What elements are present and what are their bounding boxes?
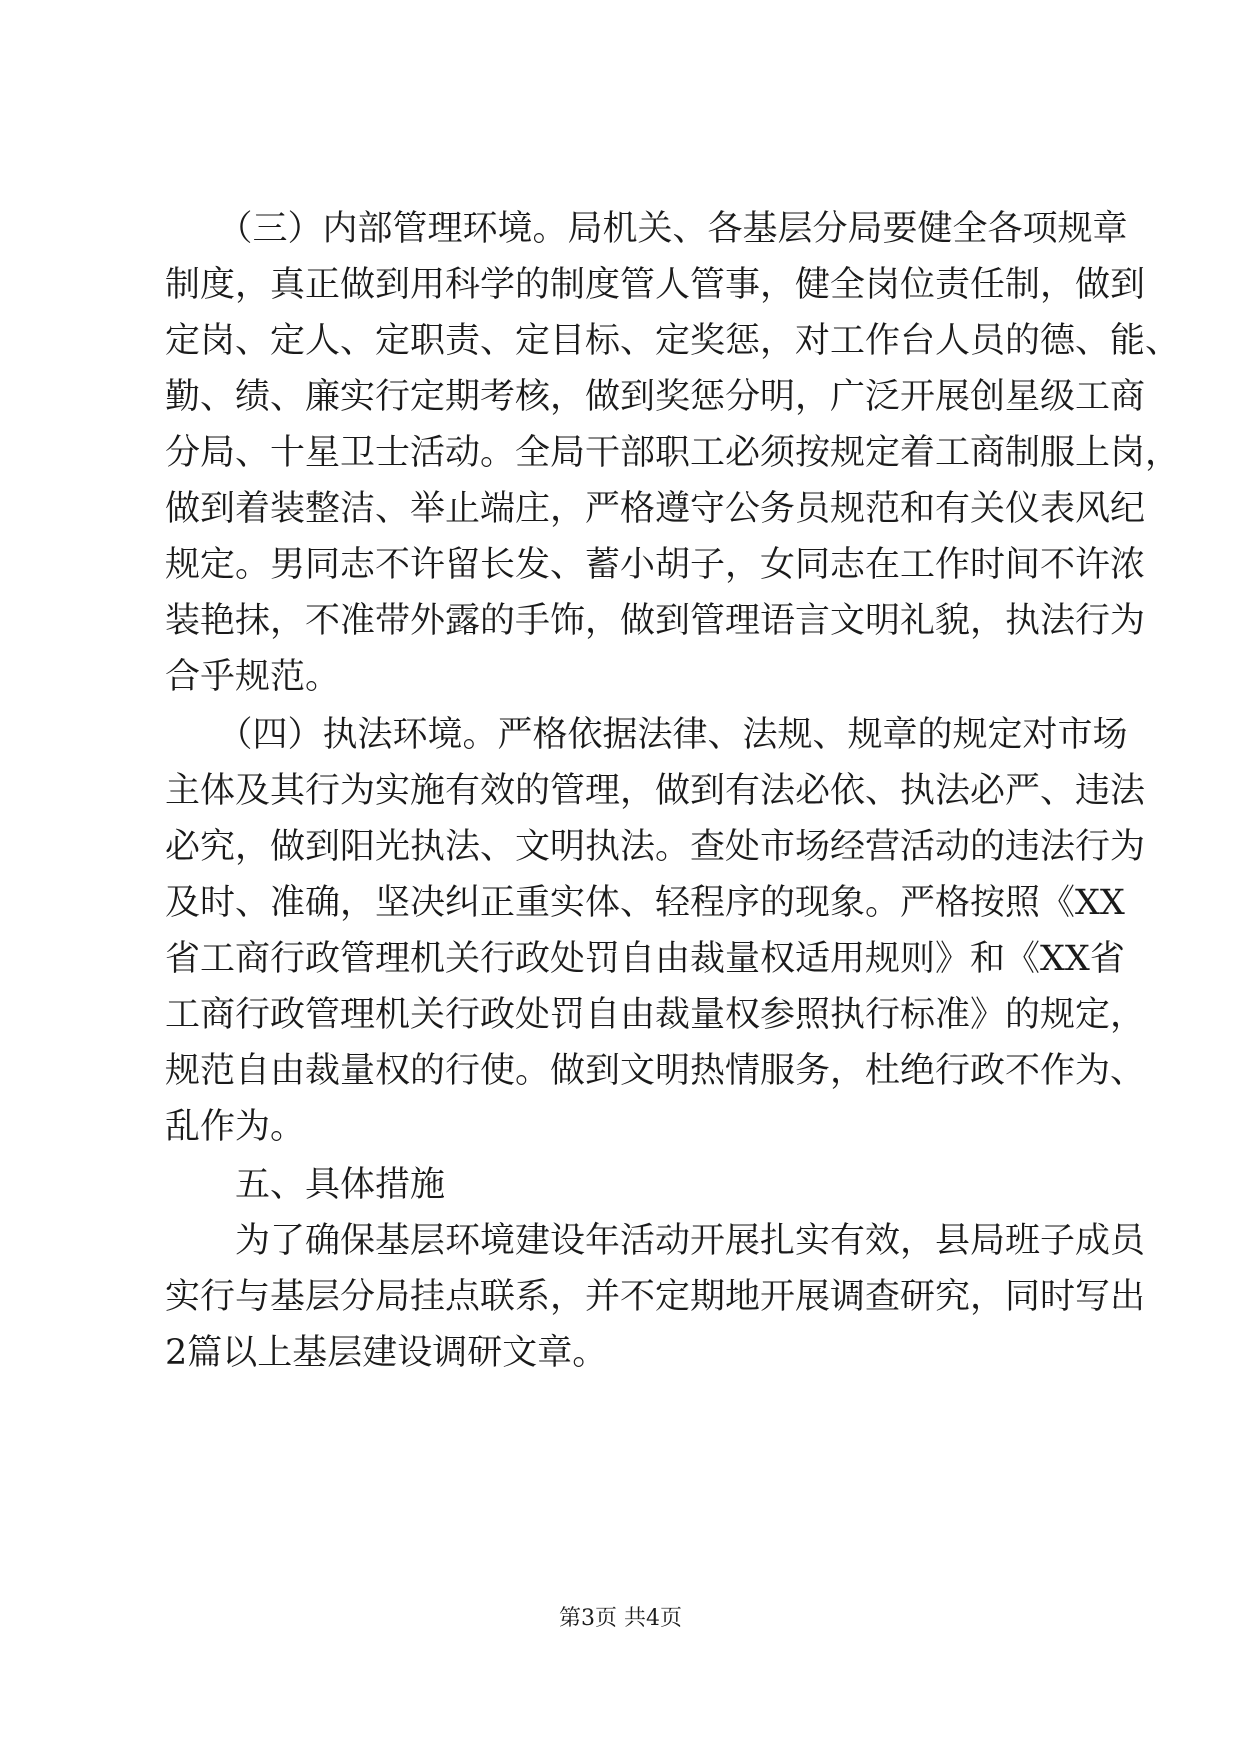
text-line: 主体及其行为实施有效的管理，做到有法必依、执法必严、违法 bbox=[165, 771, 1146, 811]
text-line: 省工商行政管理机关行政处罚自由裁量权适用规则》和《XX省 bbox=[165, 939, 1125, 979]
text-line: 装艳抹，不准带外露的手饰，做到管理语言文明礼貌，执法行为 bbox=[165, 601, 1146, 641]
text-line: 做到着装整洁、举止端庄，严格遵守公务员规范和有关仪表风纪 bbox=[165, 489, 1146, 529]
text-line: 制度，真正做到用科学的制度管人管事，健全岗位责任制，做到 bbox=[165, 265, 1146, 305]
text-line: 乱作为。 bbox=[165, 1107, 306, 1147]
text-line: 规范自由裁量权的行使。做到文明热情服务，杜绝行政不作为、 bbox=[165, 1051, 1146, 1091]
page-number-footer: 第3页 共4页 bbox=[559, 1606, 682, 1631]
text-line: 合乎规范。 bbox=[165, 657, 341, 697]
text-line: 工商行政管理机关行政处罚自由裁量权参照执行标准》的规定， bbox=[165, 995, 1146, 1035]
text-line: （四）执法环境。严格依据法律、法规、规章的规定对市场 bbox=[165, 715, 1128, 755]
text-line: （三）内部管理环境。局机关、各基层分局要健全各项规章 bbox=[165, 209, 1128, 249]
text-line: 勤、绩、廉实行定期考核，做到奖惩分明，广泛开展创星级工商 bbox=[165, 377, 1146, 417]
text-line: 必究，做到阳光执法、文明执法。查处市场经营活动的违法行为 bbox=[165, 827, 1146, 867]
text-line: 及时、准确，坚决纠正重实体、轻程序的现象。严格按照《XX bbox=[165, 883, 1125, 923]
section-heading: 五、具体措施 bbox=[165, 1165, 446, 1205]
text-line: 分局、十星卫士活动。全局干部职工必须按规定着工商制服上岗， bbox=[165, 433, 1181, 473]
text-line: 2篇以上基层建设调研文章。 bbox=[165, 1333, 608, 1373]
text-line: 定岗、定人、定职责、定目标、定奖惩，对工作台人员的德、能、 bbox=[165, 321, 1181, 361]
text-line: 实行与基层分局挂点联系，并不定期地开展调查研究，同时写出 bbox=[165, 1277, 1146, 1317]
text-line: 规定。男同志不许留长发、蓄小胡子，女同志在工作时间不许浓 bbox=[165, 545, 1146, 585]
text-line: 为了确保基层环境建设年活动开展扎实有效，县局班子成员 bbox=[165, 1221, 1146, 1261]
